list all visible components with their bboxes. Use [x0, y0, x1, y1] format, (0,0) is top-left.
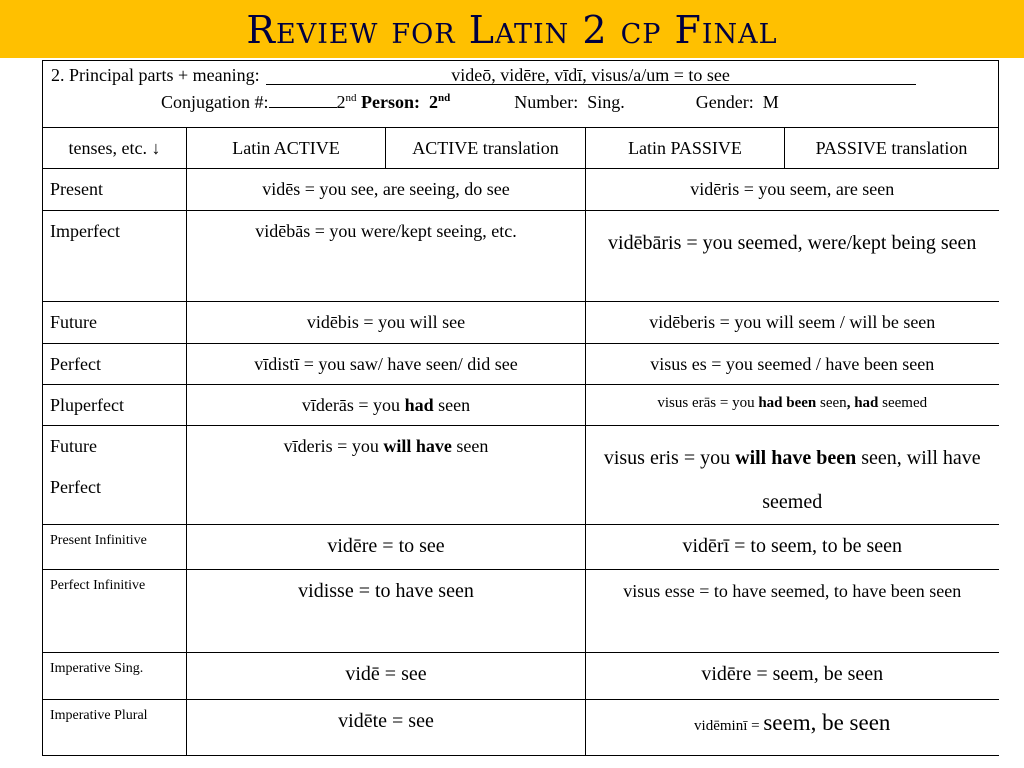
passive-text: vidēminī = [694, 718, 764, 734]
passive-cell: vidērī = to seem, to be seen [586, 525, 999, 570]
passive-cell [586, 385, 999, 426]
table-row [43, 385, 999, 426]
tense-label [43, 426, 187, 525]
principal-parts-label: 2. Principal parts + meaning: [51, 65, 260, 85]
passive-text: seemed [878, 395, 928, 411]
conjugation-label: Conjugation #: [161, 92, 269, 112]
active-text: seen [451, 436, 489, 456]
active-bold: will have [383, 436, 452, 456]
conjugation-line [161, 92, 779, 113]
table-header-row [43, 128, 999, 169]
passive-cell: vidēberis = you will seem / will be seen [586, 302, 999, 344]
table-row [43, 700, 999, 756]
tense-label: Perfect Infinitive [43, 570, 187, 653]
tense-label: Perfect [43, 344, 187, 385]
active-text: seen [433, 395, 471, 415]
gender-value: M [762, 92, 779, 112]
passive-cell [586, 426, 999, 525]
table-row [43, 169, 999, 211]
passive-cell: visus es = you seemed / have been seen [586, 344, 999, 385]
column-header: tenses, etc. ↓ [43, 128, 187, 169]
page-title: Review for Latin 2 cp Final [246, 8, 778, 52]
column-header: Latin PASSIVE [586, 128, 785, 169]
active-cell: vidēte = see [187, 700, 586, 756]
active-cell: vīdistī = you saw/ have seen/ did see [187, 344, 586, 385]
tense-label-line: Perfect [50, 477, 101, 497]
conjugation-sup: nd [345, 92, 357, 104]
person-sup: nd [437, 92, 451, 104]
passive-text: seen, will have seemed [762, 447, 981, 513]
conjugation-table [42, 127, 999, 756]
active-cell: vidē = see [187, 653, 586, 700]
principal-parts-value: videō, vidēre, vīdī, visus/a/um = to see [266, 66, 916, 85]
active-cell: vidēbās = you were/kept seeing, etc. [187, 211, 586, 302]
active-cell: vidēs = you see, are seeing, do see [187, 169, 586, 211]
person-value: 2 [428, 92, 438, 112]
passive-text: seen [816, 395, 847, 411]
active-cell: vidisse = to have seen [187, 570, 586, 653]
table-row [43, 302, 999, 344]
active-cell: vidēre = to see [187, 525, 586, 570]
conjugation-blank [269, 107, 337, 108]
gender-label: Gender: [695, 92, 754, 112]
passive-text: visus eris = you [603, 447, 736, 469]
passive-cell-wrap [586, 211, 999, 302]
column-header: PASSIVE translation [785, 128, 999, 169]
table-row [43, 211, 999, 302]
passive-cell: vidēris = you seem, are seen [586, 169, 999, 211]
header-box [42, 60, 999, 127]
passive-bold: had been [758, 395, 817, 411]
tense-label: Future [43, 302, 187, 344]
active-cell: vidēbis = you will see [187, 302, 586, 344]
table-row [43, 653, 999, 700]
number-value: Sing. [587, 92, 625, 112]
passive-cell [586, 700, 999, 756]
person-label: Person: [361, 92, 420, 112]
passive-cell: vidēbāris = you seemed, were/kept being seen [608, 232, 977, 254]
tense-label-line: Future [50, 436, 97, 456]
tense-label: Pluperfect [43, 385, 187, 426]
tense-label: Present Infinitive [43, 525, 187, 570]
passive-bold: , had [846, 395, 879, 411]
conjugation-value: 2 [336, 92, 346, 112]
tense-label: Imperative Plural [43, 700, 187, 756]
tense-label: Imperfect [43, 211, 187, 302]
tense-label: Imperative Sing. [43, 653, 187, 700]
table-row [43, 570, 999, 653]
number-label: Number: [514, 92, 579, 112]
passive-text: seem, be seen [763, 710, 891, 735]
tense-label: Present [43, 169, 187, 211]
passive-cell: vidēre = seem, be seen [586, 653, 999, 700]
table-row [43, 344, 999, 385]
passive-text: visus erās = you [657, 395, 759, 411]
table-row [43, 525, 999, 570]
column-header: Latin ACTIVE [187, 128, 386, 169]
active-cell [187, 426, 586, 525]
active-cell [187, 385, 586, 426]
column-header: ACTIVE translation [386, 128, 586, 169]
active-text: vīderās = you [301, 395, 405, 415]
active-text: vīderis = you [283, 436, 384, 456]
passive-bold: will have been [735, 447, 857, 469]
principal-parts-line [51, 65, 916, 86]
active-bold: had [404, 395, 434, 415]
passive-cell: visus esse = to have seemed, to have been seen [586, 570, 999, 653]
table-row [43, 426, 999, 525]
